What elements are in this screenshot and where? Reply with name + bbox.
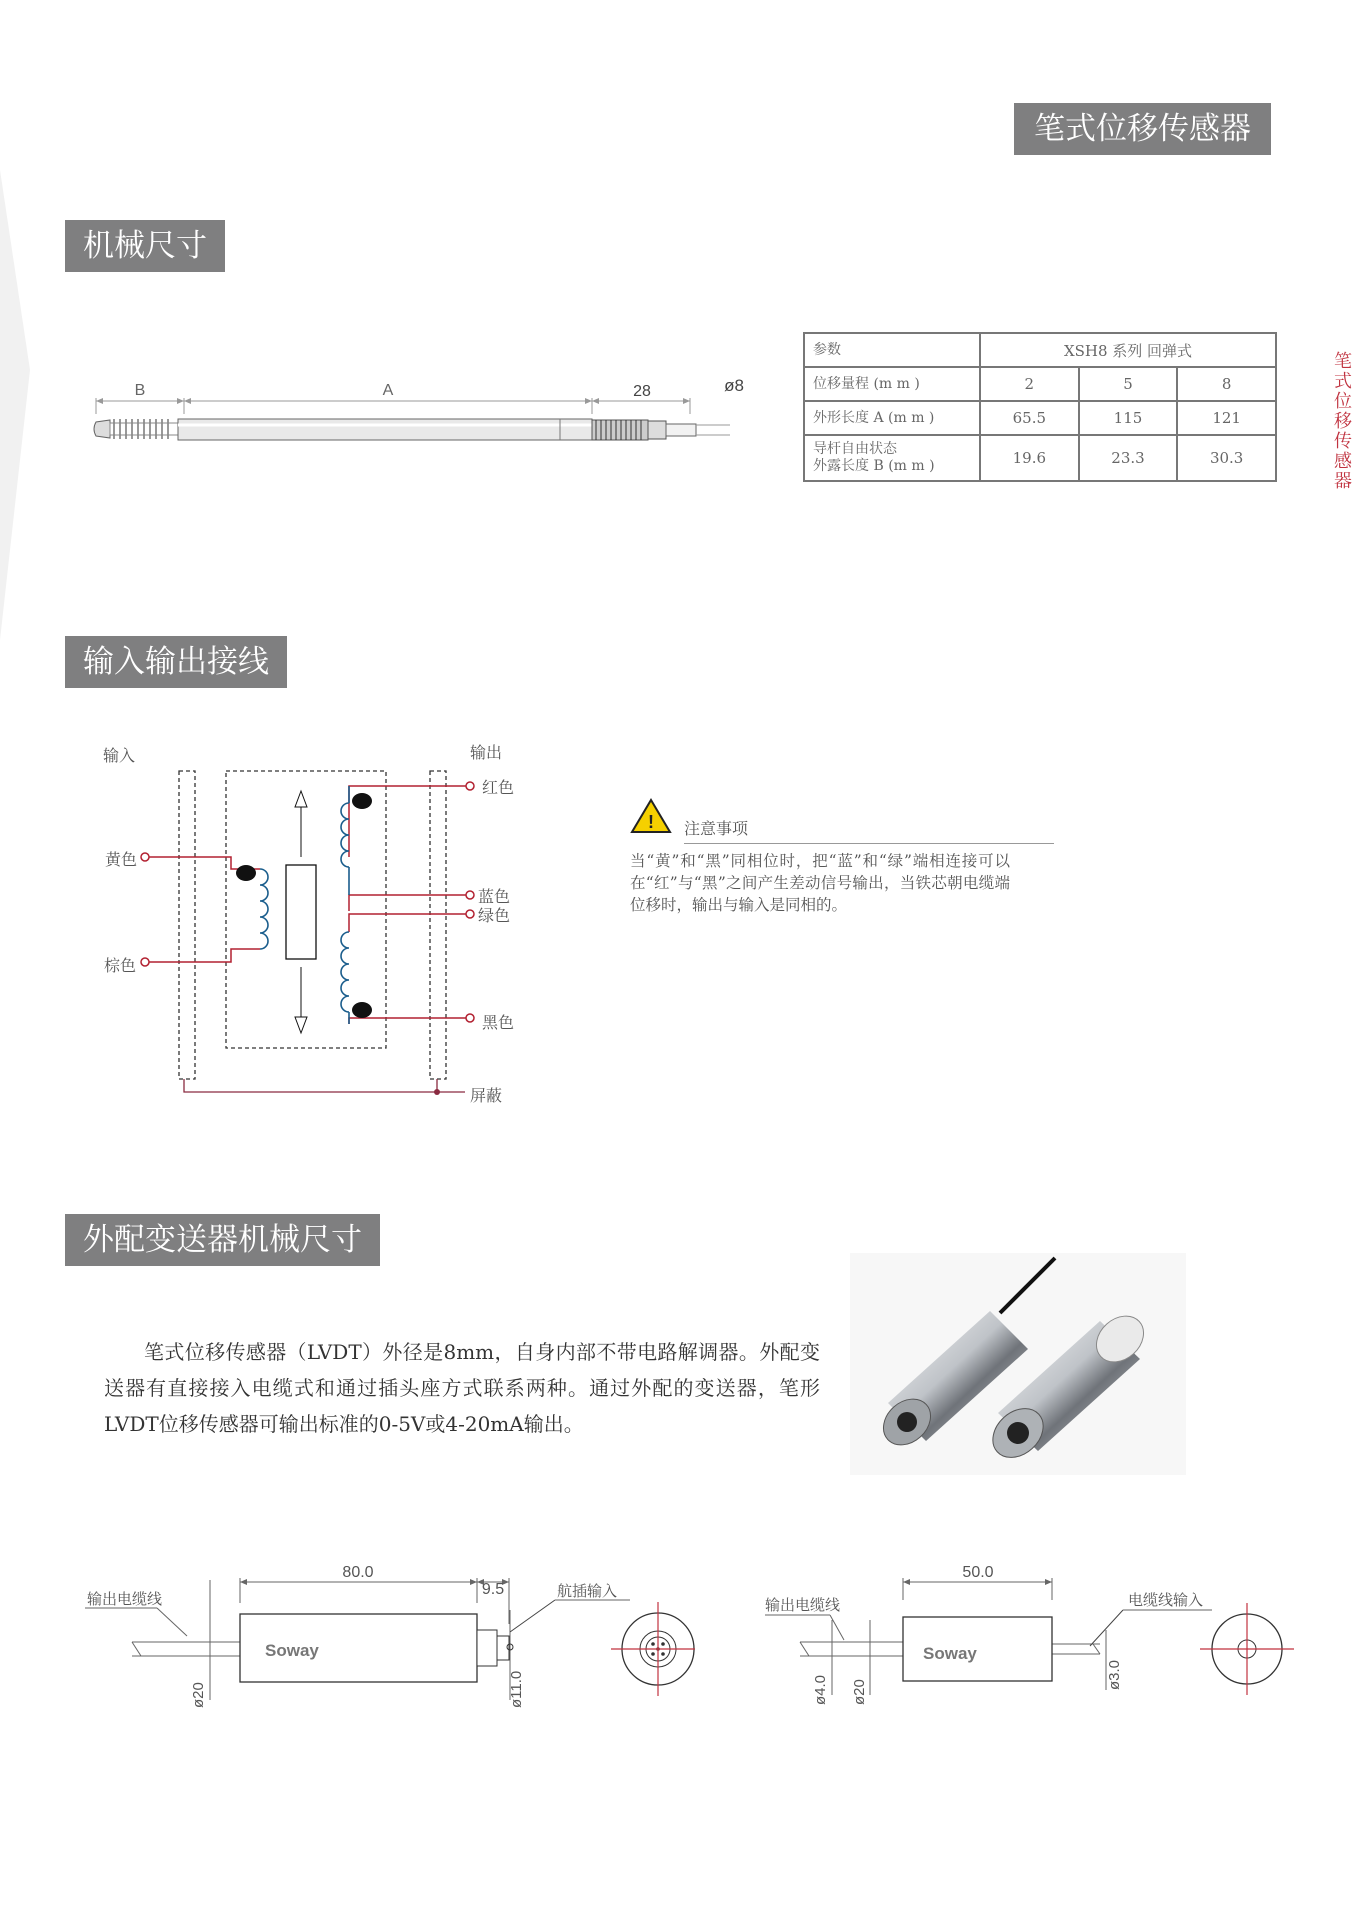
sensor-dimension-drawing [90, 370, 760, 470]
table-row [804, 401, 1276, 435]
table-row [804, 333, 1276, 367]
length-9-5-label: 9.5 [481, 1581, 505, 1598]
spec-cell: 115 [1079, 401, 1178, 435]
spec-cell: 2 [980, 367, 1079, 401]
plug-in-label: 航插输入 [557, 1582, 618, 1600]
table-row [804, 435, 1276, 481]
length-80-label: 80.0 [342, 1564, 374, 1581]
label-black: 黑色 [482, 1013, 515, 1032]
spec-cell: 8 [1177, 367, 1276, 401]
dim-28-label: 28 [633, 383, 651, 400]
transmitter-photo [850, 1253, 1186, 1475]
decorative-light-band [0, 170, 40, 670]
label-output: 输出 [470, 743, 503, 762]
product-title: 笔式位移传感器 [1014, 103, 1271, 155]
dia-4-right: ø4.0 [812, 1674, 829, 1705]
dim-a-label: A [382, 382, 394, 399]
spec-cell: 23.3 [1079, 435, 1178, 481]
warning-icon [630, 797, 672, 835]
dia-11-left: ø11.0 [508, 1670, 525, 1708]
label-shield: 屏蔽 [470, 1086, 503, 1105]
section-title-mechanical: 机械尺寸 [65, 220, 225, 272]
label-input: 输入 [103, 746, 136, 765]
dia-20-left: ø20 [190, 1682, 207, 1708]
spec-row-label: 外形长度 A (m m ) [804, 401, 980, 435]
section-title-transmitter: 外配变送器机械尺寸 [65, 1214, 380, 1266]
spec-cell: 30.3 [1177, 435, 1276, 481]
cable-out-label-left: 输出电缆线 [87, 1590, 163, 1608]
label-yellow: 黄色 [105, 850, 138, 869]
label-brown: 棕色 [104, 956, 137, 975]
spec-header-series: XSH8 系列 回弹式 [980, 333, 1276, 367]
note-divider [684, 843, 1054, 844]
side-label: 笔式位移传感器 [1334, 351, 1352, 492]
transmitter-description: 笔式位移传感器（LVDT）外径是8mm，自身内部不带电路解调器。外配变送器有直接接入电缆式和通过插头座方式联系两种。通过外配的变送器，笔形LVDT位移传感器可输出标准的0-5V或4-20mA输出。 [104, 1340, 820, 1436]
dia-20-right: ø20 [851, 1679, 868, 1705]
dia-3-right: ø3.0 [1106, 1659, 1123, 1690]
spec-cell: 65.5 [980, 401, 1079, 435]
spec-row-label: 位移量程 (m m ) [804, 367, 980, 401]
brand-logo-right: Soway [923, 1644, 977, 1663]
spec-header-param: 参数 [804, 333, 980, 367]
section-title-wiring: 输入输出接线 [65, 636, 287, 688]
spec-table [803, 332, 1277, 482]
svg-text:!: ! [648, 812, 654, 832]
cable-out-label-right: 输出电缆线 [765, 1596, 841, 1614]
label-green: 绿色 [478, 906, 511, 925]
label-red: 红色 [482, 778, 515, 797]
transmitter-drawing-left [85, 1560, 695, 1720]
table-row [804, 367, 1276, 401]
spec-cell: 5 [1079, 367, 1178, 401]
spec-cell: 121 [1177, 401, 1276, 435]
cable-in-label: 电缆线输入 [1128, 1591, 1204, 1609]
dim-diameter-label: ø8 [724, 376, 744, 395]
spec-cell: 19.6 [980, 435, 1079, 481]
length-50-label: 50.0 [962, 1564, 994, 1581]
note-title: 注意事项 [684, 819, 749, 838]
transmitter-drawing-right [760, 1560, 1320, 1720]
label-blue: 蓝色 [478, 887, 511, 906]
spec-row-label: 导杆自由状态 外露长度 B (m m ) [804, 435, 980, 481]
note-text: 当“黄”和“黑”同相位时，把“蓝”和“绿”端相连接可以在“红”与“黑”之间产生差动信号输出，当铁芯朝电缆端位移时，输出与输入是同相的。 [630, 852, 1010, 914]
dim-b-label: B [134, 382, 146, 399]
brand-logo-left: Soway [265, 1641, 319, 1660]
